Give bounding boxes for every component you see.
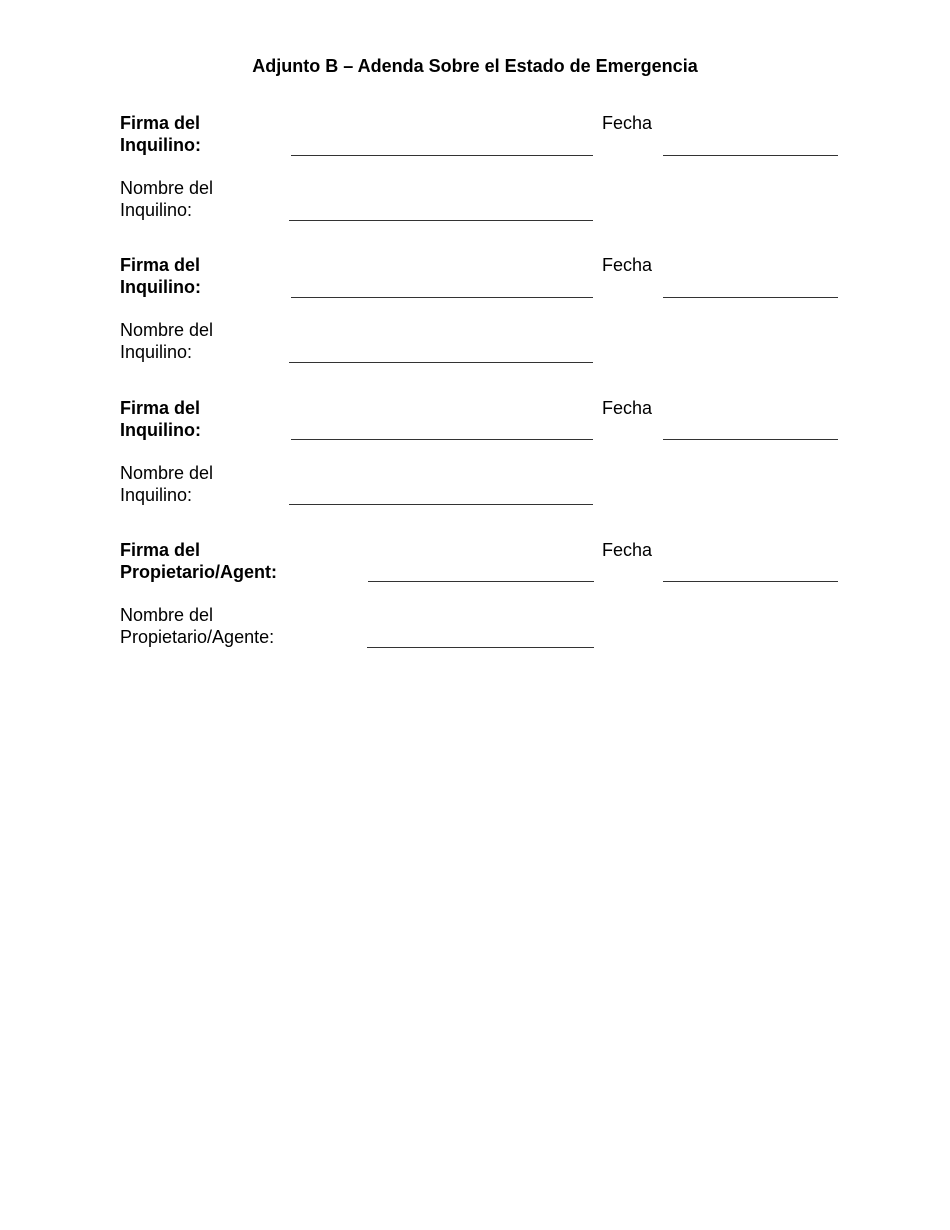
tenant-3-name-field[interactable] bbox=[289, 504, 593, 505]
tenant-2-name-label: Nombre del Inquilino: bbox=[120, 320, 214, 362]
owner-name-label: Nombre del Propietario/Agente: bbox=[120, 605, 275, 647]
owner-signature-label: Firma del Propietario/Agent: bbox=[120, 540, 278, 582]
tenant-1-signature-field[interactable] bbox=[291, 155, 593, 156]
tenant-2-date-field[interactable] bbox=[663, 297, 838, 298]
tenant-2-signature-field[interactable] bbox=[291, 297, 593, 298]
tenant-1-date-field[interactable] bbox=[663, 155, 838, 156]
owner-date-field[interactable] bbox=[663, 581, 838, 582]
tenant-2-name-field[interactable] bbox=[289, 362, 593, 363]
tenant-3-signature-field[interactable] bbox=[291, 439, 593, 440]
tenant-1-signature-label: Firma del Inquilino: bbox=[120, 113, 201, 155]
tenant-3-date-label: Fecha bbox=[602, 398, 653, 418]
owner-signature-field[interactable] bbox=[368, 581, 594, 582]
tenant-3-signature-label: Firma del Inquilino: bbox=[120, 398, 201, 440]
tenant-2-signature-label: Firma del Inquilino: bbox=[120, 255, 201, 297]
tenant-1-date-label: Fecha bbox=[602, 113, 653, 133]
tenant-3-date-field[interactable] bbox=[663, 439, 838, 440]
owner-date-label: Fecha bbox=[602, 540, 653, 560]
document-title: Adjunto B – Adenda Sobre el Estado de Emergencia bbox=[252, 56, 698, 76]
tenant-2-date-label: Fecha bbox=[602, 255, 653, 275]
tenant-1-name-label: Nombre del Inquilino: bbox=[120, 178, 214, 220]
tenant-1-name-field[interactable] bbox=[289, 220, 593, 221]
owner-name-field[interactable] bbox=[367, 647, 594, 648]
tenant-3-name-label: Nombre del Inquilino: bbox=[120, 463, 214, 505]
